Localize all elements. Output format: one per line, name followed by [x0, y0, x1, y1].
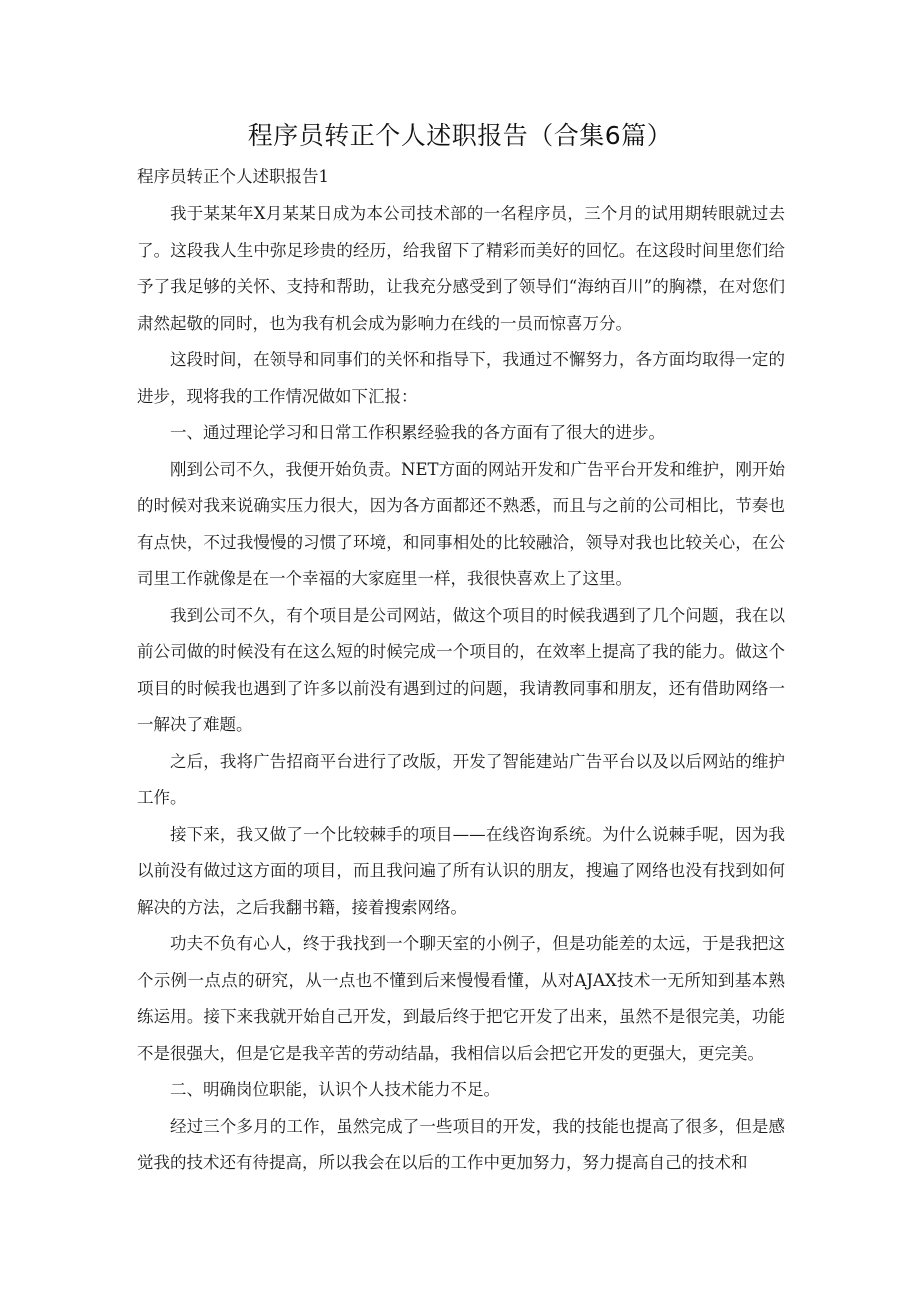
document-body: [137, 196, 785, 1182]
paragraph: 一、通过理论学习和日常工作积累经验我的各方面有了很大的进步。: [170, 423, 665, 442]
paragraph: 我于某某年X月某某日成为本公司技术部的一名程序员，三个月的试用期转眼就过去了。这段我人生中弥足珍贵的经历，给我留下了精彩而美好的回忆。在这段时间里您们给予了我足够的关怀、支持和帮助，让我充分感受到了领导们“海纳百川”的胸襟，在对您们肃然起敬的同时，也为我有机会成为影响力在线的一员而惊喜万分。: [137, 204, 785, 333]
paragraph: 二、明确岗位职能，认识个人技术能力不足。: [170, 1080, 500, 1099]
paragraph: 之后，我将广告招商平台进行了改版，开发了智能建站广告平台以及以后网站的维护工作。: [137, 751, 785, 807]
paragraph: 接下来，我又做了一个比较棘手的项目——在线咨询系统。为什么说棘手呢，因为我以前没有做过这方面的项目，而且我问遍了所有认识的朋友，搜遍了网络也没有找到如何解决的方法，之后我翻书籍，接着搜索网络。: [137, 824, 785, 917]
paragraph: 功夫不负有心人，终于我找到一个聊天室的小例子，但是功能差的太远，于是我把这个示例一点点的研究，从一点也不懂到后来慢慢看懂，从对AJAX技术一无所知到基本熟练运用。接下来我就开始自己开发，到最后终于把它开发了出来，虽然不是很完美，功能不是很强大，但是它是我辛苦的劳动结晶，我相信以后会把它开发的更强大，更完美。: [137, 934, 785, 1063]
paragraph: 我到公司不久，有个项目是公司网站，做这个项目的时候我遇到了几个问题，我在以前公司做的时候没有在这么短的时候完成一个项目的，在效率上提高了我的能力。做这个项目的时候我也遇到了许多以前没有遇到过的问题，我请教同事和朋友，还有借助网络一一解决了难题。: [137, 605, 785, 734]
section-heading: 程序员转正个人述职报告1: [137, 167, 329, 186]
paragraph: 这段时间，在领导和同事们的关怀和指导下，我通过不懈努力，各方面均取得一定的进步，现将我的工作情况做如下汇报：: [137, 350, 785, 406]
paragraph: 刚到公司不久，我便开始负责。NET方面的网站开发和广告平台开发和维护，刚开始的时候对我来说确实压力很大，因为各方面都还不熟悉，而且与之前的公司相比，节奏也有点快，不过我慢慢的习惯了环境，和同事相处的比较融洽，领导对我也比较关心，在公司里工作就像是在一个幸福的大家庭里一样，我很快喜欢上了这里。: [137, 459, 785, 588]
document-title: 程序员转正个人述职报告（合集6篇）: [247, 121, 673, 150]
paragraph: 经过三个多月的工作，虽然完成了一些项目的开发，我的技能也提高了很多，但是感觉我的技术还有待提高，所以我会在以后的工作中更加努力，努力提高自己的技术和: [137, 1116, 785, 1172]
